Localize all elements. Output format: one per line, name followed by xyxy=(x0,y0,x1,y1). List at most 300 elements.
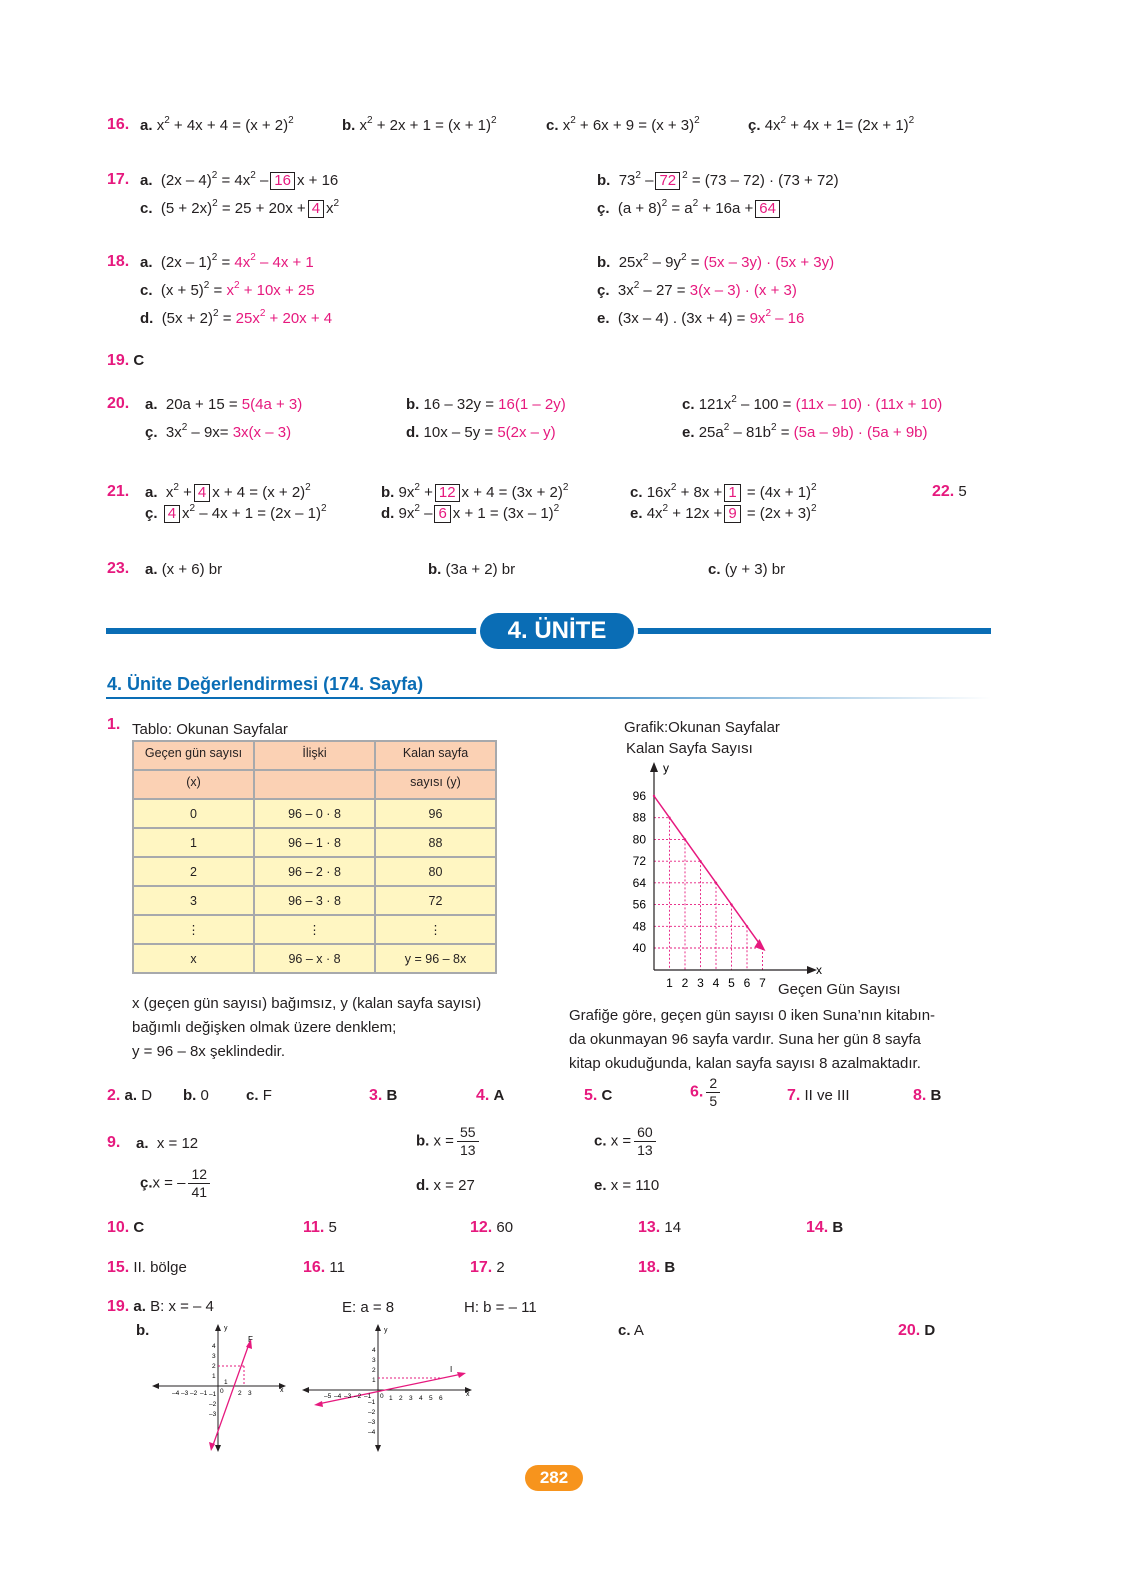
q21-a-text2: $x + 4 = (x + 2)^2$ xyxy=(212,482,311,501)
table-note-line: x (geçen gün sayısı) bağımsız, y (kalan sayfa sayısı) xyxy=(132,995,482,1012)
q17-a-label: a. xyxy=(140,172,153,189)
q20-e-label: e. xyxy=(682,424,695,441)
answer-16-value: 11 xyxy=(329,1259,345,1276)
answer-17-value: 2 xyxy=(496,1259,505,1276)
q20-a xyxy=(145,396,302,413)
answer-3-value: B xyxy=(386,1087,398,1104)
graph2-tick: –4 xyxy=(368,1429,376,1436)
fraction-denominator: 41 xyxy=(191,1184,208,1200)
q9-cc-value: x = – xyxy=(152,1174,186,1192)
header-cell: sayısı (y) xyxy=(375,770,496,799)
q17-c-text2: $x^2$ xyxy=(326,198,340,217)
q21-e-text2: = $(2x + 3)^2$ xyxy=(746,503,817,522)
q20-c-ans: (11x – 10) · (11x + 10) xyxy=(795,396,943,413)
q17-b xyxy=(597,172,839,190)
table-cell: 3 xyxy=(133,886,254,915)
q21-c-text2: = $(4x + 1)^2$ xyxy=(746,482,817,501)
graph2-tick: 3 xyxy=(372,1357,376,1364)
table-cell: 2 xyxy=(133,857,254,886)
graph2-tick: –2 xyxy=(354,1393,362,1400)
q22-number: 22. xyxy=(932,483,955,500)
q18-d-label: d. xyxy=(140,310,154,327)
graph1-tick: 4 xyxy=(212,1343,216,1350)
graph2-tick: 4 xyxy=(372,1347,376,1354)
table-cell: 72 xyxy=(375,886,496,915)
q17-c-text1: $(5 + 2x)^2 = 25 + 20x$ + xyxy=(160,198,306,217)
q18-a-ans: $4x^2 - 4x + 1$ xyxy=(234,252,314,271)
q21-a-box: 4 xyxy=(194,484,210,502)
answer-2b-label: b. xyxy=(183,1087,197,1104)
q20-b-ans: 16(1 – 2y) xyxy=(498,396,566,413)
fraction-numerator: 55 xyxy=(457,1124,479,1142)
answer-20 xyxy=(898,1322,935,1340)
q18-e xyxy=(597,310,804,327)
q18-d-ans: $25x^2 + 20x + 4$ xyxy=(235,308,333,327)
chart-point xyxy=(699,860,701,862)
q20-e-q: $25a^2 - 81b^2$ = xyxy=(698,422,790,441)
table-cell: 96 – 3 · 8 xyxy=(254,886,375,915)
chart-xlabel: Geçen Gün Sayısı xyxy=(778,981,901,998)
q21-c-box: 1 xyxy=(724,484,740,502)
q18-b-q: $25x^2 - 9y^2$ = xyxy=(618,252,700,271)
graph1-x-name: x xyxy=(280,1387,284,1394)
answer-10 xyxy=(107,1219,144,1237)
answer-2 xyxy=(107,1087,152,1105)
q21-e-box: 9 xyxy=(724,505,740,523)
answer-2b-value: 0 xyxy=(200,1087,209,1104)
q9-e-label: e. xyxy=(594,1177,607,1194)
q19b-h: H: b = – 11 xyxy=(464,1299,537,1316)
header-cell: Kalan sayfa xyxy=(375,741,496,770)
q16-b-text: $x^2 + 2x + 1 = (x + 1)^2$ xyxy=(359,115,497,134)
graph1-y-arrow-up xyxy=(215,1324,221,1331)
q21-d-text1: $9x^2$ – xyxy=(398,503,433,522)
answer-12-value: 60 xyxy=(496,1219,514,1236)
q21-e xyxy=(630,505,817,523)
table-title: Tablo: Okunan Sayfalar xyxy=(132,721,288,738)
table-cell: 88 xyxy=(375,828,496,857)
q9-c-value: x = xyxy=(610,1132,632,1150)
answer-8-value: B xyxy=(930,1087,942,1104)
q17-cc-label: ç. xyxy=(597,200,610,217)
answer-20-value: D xyxy=(924,1322,936,1339)
q23-b-text: (3a + 2) br xyxy=(445,561,516,578)
table-header-row1 xyxy=(133,741,496,770)
graph2-tick: 5 xyxy=(429,1395,433,1402)
chart-point xyxy=(761,947,763,949)
q18-c-label: c. xyxy=(140,282,153,299)
small-graph-1 xyxy=(150,1322,290,1454)
chart-y-tick: 64 xyxy=(632,875,646,890)
q20-a-q: 20a + 15 = xyxy=(165,396,238,413)
q17-cc-text1: $(a + 8)^2 = a^2 + 16a$ + xyxy=(617,198,754,217)
chart-y-tick: 96 xyxy=(632,789,646,803)
graph1-tick: 2 xyxy=(238,1390,242,1397)
chart-title: Grafik:Okunan Sayfalar xyxy=(624,719,780,736)
table-cell: x xyxy=(133,944,254,973)
answer-7 xyxy=(787,1087,850,1105)
q23-b xyxy=(428,561,515,578)
chart-x-tick: 6 xyxy=(743,976,751,990)
answer-2c xyxy=(246,1087,272,1104)
chart-x-tick: 5 xyxy=(728,976,735,990)
q20-d-ans: 5(2x – y) xyxy=(497,424,556,441)
q9-c xyxy=(594,1124,656,1159)
q9-d-label: d. xyxy=(416,1177,430,1194)
chart-ticks xyxy=(633,789,767,990)
q19b-number: 19. xyxy=(107,1298,130,1315)
table-row xyxy=(133,828,496,857)
chart-y-tick: 40 xyxy=(632,941,646,955)
chart-x-axis-name: x xyxy=(816,963,822,977)
graph2-tick: 4 xyxy=(419,1395,423,1402)
q21-b-box: 12 xyxy=(435,484,460,502)
q20-cc xyxy=(145,424,291,441)
chart-y-tick: 88 xyxy=(632,810,646,825)
q18-e-ans: $9x^2 - 16$ xyxy=(749,308,805,327)
answer-6 xyxy=(690,1075,720,1110)
q18-c xyxy=(140,282,315,299)
graph1-label: F xyxy=(248,1335,253,1344)
answer-11 xyxy=(303,1219,337,1237)
answer-2-number: 2. xyxy=(107,1087,121,1104)
q19b-c xyxy=(618,1322,644,1339)
q21-number: 21. xyxy=(107,483,130,500)
q20-cc-ans: 3x(x – 3) xyxy=(232,424,292,441)
answer-10-value: C xyxy=(133,1219,145,1236)
answer-17 xyxy=(470,1259,505,1277)
q20-d-q: 10x – 5y = xyxy=(423,424,494,441)
q16-c-label: c. xyxy=(546,117,559,134)
fraction-denominator: 5 xyxy=(709,1093,718,1109)
graph2-tick: –2 xyxy=(368,1409,376,1416)
table-note-line: y = 96 – 8x şeklindedir. xyxy=(132,1043,286,1060)
answer-18-value: B xyxy=(664,1259,676,1276)
q18-a xyxy=(140,254,314,271)
answer-18-number: 18. xyxy=(638,1259,661,1276)
answer-10-number: 10. xyxy=(107,1219,130,1236)
table-wrapper xyxy=(132,740,497,974)
graph1-tick: 1 xyxy=(224,1379,228,1386)
answer-6-fraction xyxy=(706,1075,720,1110)
chart-ylabel: Kalan Sayfa Sayısı xyxy=(626,740,753,757)
table-row xyxy=(133,857,496,886)
graph2-tick: –3 xyxy=(344,1393,352,1400)
table-cell: 96 – 2 · 8 xyxy=(254,857,375,886)
graph1-y-arrow-down xyxy=(215,1445,221,1452)
chart-grid xyxy=(654,796,763,970)
q20-a-ans: 5(4a + 3) xyxy=(241,396,303,413)
q21-cc xyxy=(145,505,327,523)
chart-y-tick: 56 xyxy=(632,897,646,912)
q21-b-label: b. xyxy=(381,484,395,501)
chart-point xyxy=(730,903,732,905)
q21-b-text2: $x + 4 = (3x + 2)^2$ xyxy=(461,482,569,501)
header-cell: Geçen gün sayısı xyxy=(133,741,254,770)
q19-answer: C xyxy=(133,352,145,369)
graph2-tick: –5 xyxy=(324,1393,332,1400)
q20-d xyxy=(406,424,556,441)
q18-e-label: e. xyxy=(597,310,610,327)
q16-row xyxy=(107,116,129,134)
chart-x-tick: 1 xyxy=(666,976,673,990)
page-number: 282 xyxy=(525,1465,583,1491)
q16-a xyxy=(140,117,294,134)
q18-b-label: b. xyxy=(597,254,611,271)
q17-a xyxy=(140,172,338,190)
q17-b-text2: $^2$ = (73 – 72) · (73 + 72) xyxy=(682,170,839,189)
q18-cc-label: ç. xyxy=(597,282,610,299)
answer-8 xyxy=(913,1087,941,1105)
q21-b xyxy=(381,484,568,502)
answer-3-number: 3. xyxy=(369,1087,383,1104)
q9-d xyxy=(416,1177,475,1194)
q17-cc-box: 64 xyxy=(755,200,780,218)
answer-14-value: B xyxy=(832,1219,844,1236)
q18-e-q: (3x – 4) . (3x + 4) = xyxy=(617,310,746,327)
table-cell: ⋮ xyxy=(375,915,496,944)
q9-b-label: b. xyxy=(416,1132,430,1150)
table-row xyxy=(133,886,496,915)
table-note-line: bağımlı değişken olmak üzere denklem; xyxy=(132,1019,397,1036)
q9-d-value: x = 27 xyxy=(433,1177,475,1194)
answer-7-number: 7. xyxy=(787,1087,801,1104)
q19b-c-value: A xyxy=(633,1322,644,1339)
answer-5-value: C xyxy=(601,1087,613,1104)
chart-x-tick: 3 xyxy=(697,976,704,990)
answer-2c-value: F xyxy=(262,1087,272,1104)
answer-16-number: 16. xyxy=(303,1259,326,1276)
graph2-y-name: y xyxy=(384,1327,388,1334)
q16-b-label: b. xyxy=(342,117,356,134)
q9-cc-fraction xyxy=(188,1166,210,1201)
chart-x-tick: 4 xyxy=(712,976,720,990)
graph2-tick: –4 xyxy=(334,1393,342,1400)
graph2-line-arrow-left xyxy=(314,1401,323,1407)
q20-number: 20. xyxy=(107,395,130,412)
q9-b-value: x = xyxy=(433,1132,454,1150)
header-cell: İlişki xyxy=(254,741,375,770)
q16-cc-label: ç. xyxy=(748,117,761,134)
fraction-numerator: 12 xyxy=(188,1166,210,1184)
table-cell: ⋮ xyxy=(254,915,375,944)
answer-14-number: 14. xyxy=(806,1219,829,1236)
answer-16 xyxy=(303,1259,345,1277)
q18-number: 18. xyxy=(107,253,130,270)
q19b-a xyxy=(107,1298,214,1316)
graph1-x-arrow-left xyxy=(152,1383,159,1389)
q19b-e: E: a = 8 xyxy=(342,1299,395,1316)
q20-c-label: c. xyxy=(682,396,695,413)
answer-18 xyxy=(638,1259,675,1277)
answer-5-number: 5. xyxy=(584,1087,598,1104)
q23-c-text: (y + 3) br xyxy=(724,561,786,578)
chart-series-arrow xyxy=(755,939,766,951)
q21-cc-label: ç. xyxy=(145,505,158,522)
q9-number: 9. xyxy=(107,1134,121,1151)
q19b-a-label: a. xyxy=(133,1298,146,1315)
table-cell: 0 xyxy=(133,799,254,828)
q23-b-label: b. xyxy=(428,561,442,578)
graph1-tick: –3 xyxy=(209,1411,217,1418)
chart-y-tick: 72 xyxy=(632,854,646,869)
graph1-tick: –3 xyxy=(181,1390,189,1397)
graph1-tick: –4 xyxy=(172,1390,180,1397)
answer-4-value: A xyxy=(493,1087,505,1104)
q16-b xyxy=(342,117,497,134)
q23-c xyxy=(708,561,785,578)
q18-cc xyxy=(597,282,797,299)
graph1-tick: 3 xyxy=(212,1353,216,1360)
q17-c xyxy=(140,200,339,218)
answer-17-number: 17. xyxy=(470,1259,493,1276)
q16-cc-text: $4x^2 + 4x + 1= (2x + 1)^2$ xyxy=(764,115,915,134)
q17-cc xyxy=(597,200,782,218)
graph1-tick: –1 xyxy=(209,1391,217,1398)
chart-point xyxy=(715,882,717,884)
q9-a-value: x = 12 xyxy=(156,1135,199,1152)
chart-point xyxy=(684,838,686,840)
chart-point xyxy=(746,925,748,927)
answer-11-number: 11. xyxy=(303,1219,325,1236)
graph2-tick: 6 xyxy=(439,1395,443,1402)
answer-14 xyxy=(806,1219,843,1237)
q21-a-text1: $x^2$ + xyxy=(165,482,192,501)
q1-number: 1. xyxy=(107,716,121,733)
table-cell: 96 – x · 8 xyxy=(254,944,375,973)
table-note xyxy=(132,992,481,1064)
answer-11-value: 5 xyxy=(328,1219,337,1236)
table-cell: 96 xyxy=(375,799,496,828)
chart-y-axis-name: y xyxy=(663,761,669,775)
q20-c xyxy=(682,396,942,413)
q21-a xyxy=(145,484,311,502)
q18-d-q: $(5x + 2)^2$ = xyxy=(161,308,232,327)
q9-cc-label: ç. xyxy=(140,1174,153,1192)
unit-title: 4. ÜNİTE xyxy=(480,613,634,649)
q17-a-box: 16 xyxy=(270,172,295,190)
q16-a-label: a. xyxy=(140,117,153,134)
fraction-numerator: 60 xyxy=(634,1124,656,1142)
q18-a-q: (2x – 1)$^2$ = xyxy=(160,252,231,271)
q21-c-text1: $16x^2 + 8x$ + xyxy=(646,482,723,501)
chart-x-tick: 2 xyxy=(681,976,689,990)
graph2-tick: 1 xyxy=(389,1395,393,1402)
q20-e xyxy=(682,424,928,441)
q16-a-text: $x^2 + 4x + 4 = (x + 2)^2$ xyxy=(156,115,294,134)
q20-b-label: b. xyxy=(406,396,420,413)
q20-cc-q: $3x^2 - 9x=$ xyxy=(165,422,229,441)
q17-b-label: b. xyxy=(597,172,611,189)
answer-2a: D xyxy=(141,1087,153,1104)
answer-13-value: 14 xyxy=(664,1219,682,1236)
q16-c xyxy=(546,117,700,134)
table-cell: y = 96 – 8x xyxy=(375,944,496,973)
table-row xyxy=(133,915,496,944)
answer-5 xyxy=(584,1087,612,1105)
q21-d-box: 6 xyxy=(434,505,450,523)
answer-7-value: II ve III xyxy=(804,1087,850,1104)
q23-a xyxy=(145,561,222,578)
section-underline xyxy=(106,697,991,699)
q9-c-label: c. xyxy=(594,1132,607,1150)
q19b-a-value: B: x = – 4 xyxy=(150,1298,214,1315)
q16-cc xyxy=(748,117,914,134)
graph2-label: I xyxy=(450,1365,453,1374)
graph2-tick: –1 xyxy=(368,1399,376,1406)
chart-y-tick: 48 xyxy=(632,919,646,934)
table-cell: ⋮ xyxy=(133,915,254,944)
q20-a-label: a. xyxy=(145,396,158,413)
q9-e xyxy=(594,1177,659,1194)
answer-3 xyxy=(369,1087,397,1105)
q18-b-ans: (5x – 3y) · (5x + 3y) xyxy=(703,254,835,271)
answer-13-number: 13. xyxy=(638,1219,661,1236)
q19-number: 19. xyxy=(107,352,130,369)
table-header-row2 xyxy=(133,770,496,799)
graph2-x-arrow-left xyxy=(302,1387,309,1393)
q20-e-ans: (5a – 9b) · (5a + 9b) xyxy=(793,424,928,441)
q17-c-box: 4 xyxy=(308,200,324,218)
q21-d xyxy=(381,505,559,523)
section-title: 4. Ünite Değerlendirmesi (174. Sayfa) xyxy=(107,674,424,694)
chart-point xyxy=(653,795,655,797)
q16-number: 16. xyxy=(107,116,130,133)
table-cell: 96 – 0 · 8 xyxy=(254,799,375,828)
q20-c-q: $121x^2 - 100$ = xyxy=(698,394,792,413)
small-graph-2 xyxy=(300,1322,480,1454)
answer-12-number: 12. xyxy=(470,1219,493,1236)
graph-note-line: da okunmayan 96 sayfa vardır. Suna her gün 8 sayfa xyxy=(569,1031,921,1048)
graph2-tick: 1 xyxy=(372,1377,376,1384)
q20-cc-label: ç. xyxy=(145,424,158,441)
graph2-tick: –3 xyxy=(368,1419,376,1426)
pages-table xyxy=(132,740,497,974)
table-cell: 80 xyxy=(375,857,496,886)
graph2-y-arrow-down xyxy=(375,1445,381,1452)
q9-cc xyxy=(140,1166,210,1201)
q21-c-label: c. xyxy=(630,484,643,501)
fraction-numerator: 2 xyxy=(706,1075,720,1093)
graph1-tick: –2 xyxy=(209,1401,217,1408)
q9-b-fraction xyxy=(457,1124,479,1159)
q9-a xyxy=(136,1135,198,1152)
q18-cc-ans: 3(x – 3) · (x + 3) xyxy=(689,282,797,299)
q21-e-text1: $4x^2 + 12x$ + xyxy=(646,503,723,522)
q18-d xyxy=(140,310,332,327)
q21-cc-text2: $x^2 - 4x + 1 = (2x - 1)^2$ xyxy=(182,503,327,522)
graph-note-line: Grafiğe göre, geçen gün sayısı 0 iken Suna’nın kitabın- xyxy=(569,1007,936,1024)
q17-a-text1: $(2x - 4)^2 = 4x^2$ – xyxy=(160,170,269,189)
graph2-tick: –1 xyxy=(364,1393,372,1400)
q19b-c-label: c. xyxy=(618,1322,631,1339)
answer-15-value: II. bölge xyxy=(133,1259,187,1276)
answer-13 xyxy=(638,1219,681,1237)
chart-series-line xyxy=(654,796,763,948)
graph1-tick: 1 xyxy=(212,1373,216,1380)
q21-c xyxy=(630,484,817,502)
graph2-y-arrow-up xyxy=(375,1324,381,1331)
table-cell: 1 xyxy=(133,828,254,857)
header-cell: (x) xyxy=(133,770,254,799)
table-cell: 96 – 1 · 8 xyxy=(254,828,375,857)
answer-15 xyxy=(107,1259,187,1277)
answer-8-number: 8. xyxy=(913,1087,927,1104)
graph2-tick: 3 xyxy=(409,1395,413,1402)
answer-2a-label: a. xyxy=(124,1087,138,1104)
q18-c-q: $(x + 5)^2$ = xyxy=(160,280,223,299)
q17-b-box: 72 xyxy=(655,172,680,190)
